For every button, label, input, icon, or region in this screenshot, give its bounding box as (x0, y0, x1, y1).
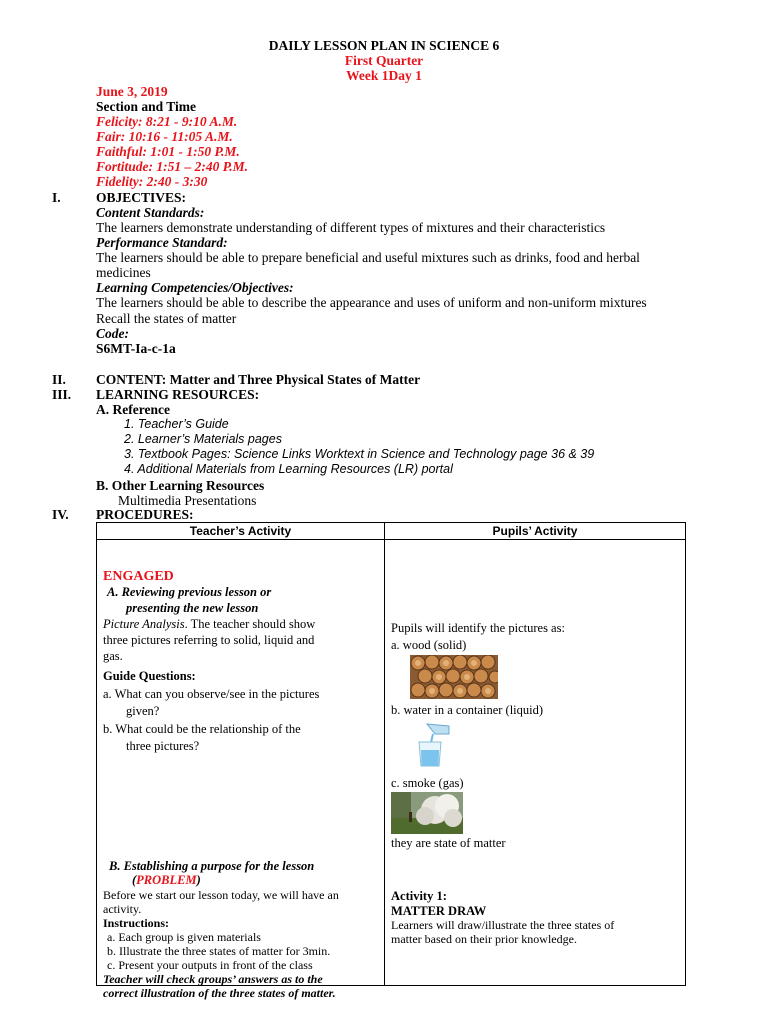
teacher-activity-header: Teacher’s Activity (97, 523, 385, 540)
check-note: correct illustration of the three states of matter. (103, 986, 336, 1000)
wood-picture (410, 655, 498, 699)
picture-analysis-rest: . The teacher should show (184, 617, 316, 631)
other-resources-text: Multimedia Presentations (118, 493, 257, 508)
section-time-label: Section and Time (96, 99, 197, 114)
reference-item: 1. Teacher’s Guide (124, 417, 229, 431)
section-schedule: Fortitude: 1:51 – 2:40 P.M. (96, 159, 249, 174)
guide-question: three pictures? (126, 739, 200, 753)
code-value: S6MT-Ia-c-1a (96, 341, 176, 356)
guide-question: given? (126, 704, 160, 718)
state-of-matter-text: they are state of matter (391, 836, 506, 850)
paren-close: ) (196, 873, 201, 887)
purpose-title: B. Establishing a purpose for the lesson (109, 859, 315, 873)
document-title: DAILY LESSON PLAN IN SCIENCE 6 (268, 38, 500, 53)
performance-standard-text: The learners should be able to prepare beneficial and useful mixtures such as drinks, food and herbal (96, 250, 640, 265)
guide-question: b. What could be the relationship of the (103, 722, 301, 736)
section-schedule: Faithful: 1:01 - 1:50 P.M. (96, 144, 240, 159)
section-numeral: IV. (52, 507, 69, 522)
picture-analysis-text: gas. (103, 649, 123, 663)
pupils-item: a. wood (solid) (391, 638, 467, 652)
reference-label: A. Reference (96, 402, 170, 417)
section-schedule: Felicity: 8:21 - 9:10 A.M. (96, 114, 238, 129)
teacher-activity-cell (97, 540, 385, 1000)
instruction-item: b. Illustrate the three states of matter for 3min. (107, 944, 331, 958)
competencies-text: Recall the states of matter (96, 311, 237, 326)
pupils-activity-cell (385, 540, 686, 986)
content-standards-label: Content Standards: (96, 205, 205, 220)
lesson-date: June 3, 2019 (96, 84, 168, 99)
matter-draw-text: matter based on their prior knowledge. (391, 932, 577, 946)
activity-label: Activity 1: (391, 889, 447, 903)
before-text: activity. (103, 902, 142, 916)
review-title: A. Reviewing previous lesson or (107, 585, 272, 599)
review-title: presenting the new lesson (126, 601, 259, 615)
section-numeral: II. (52, 372, 66, 387)
smoke-picture (391, 792, 463, 834)
week-label: Week 1Day 1 (346, 68, 422, 83)
check-note: Teacher will check groups’ answers as to the (103, 972, 323, 986)
engaged-label: ENGAGED (103, 569, 174, 584)
section-schedule: Fair: 10:16 - 11:05 A.M. (96, 129, 233, 144)
paren-open: ( (132, 873, 137, 887)
water-picture (413, 722, 453, 768)
picture-analysis-label: Picture Analysis (103, 617, 185, 631)
objectives-heading: OBJECTIVES: (96, 190, 187, 205)
procedures-heading: PROCEDURES: (96, 507, 194, 522)
matter-draw-label: MATTER DRAW (391, 904, 487, 918)
performance-standard-label: Performance Standard: (96, 235, 228, 250)
performance-standard-text: medicines (96, 265, 151, 280)
section-schedule: Fidelity: 2:40 - 3:30 (96, 174, 208, 189)
section-numeral: III. (52, 387, 72, 402)
pupils-item: c. smoke (gas) (391, 776, 464, 790)
procedures-table (96, 522, 686, 1000)
content-standards-text: The learners demonstrate understanding of different types of mixtures and their characteristics (96, 220, 606, 235)
instruction-item: a. Each group is given materials (107, 930, 261, 944)
resources-heading: LEARNING RESOURCES: (96, 387, 260, 402)
guide-question: a. What can you observe/see in the pictures (103, 687, 320, 701)
pupils-identify-text: Pupils will identify the pictures as: (391, 621, 565, 635)
competencies-text: The learners should be able to describe the appearance and uses of uniform and non-uniform mixtures (96, 295, 647, 310)
pupils-item: b. water in a container (liquid) (391, 703, 544, 717)
reference-item: 2. Learner’s Materials pages (124, 432, 282, 446)
competencies-label: Learning Competencies/Objectives: (96, 280, 294, 295)
reference-item: 4. Additional Materials from Learning Resources (LR) portal (124, 462, 453, 476)
reference-item: 3. Textbook Pages: Science Links Worktext in Science and Technology page 36 & 39 (124, 447, 595, 461)
pupils-activity-header: Pupils’ Activity (385, 523, 686, 540)
before-text: Before we start our lesson today, we will have an (103, 888, 339, 902)
instruction-item: c. Present your outputs in front of the class (107, 958, 313, 972)
matter-draw-text: Learners will draw/illustrate the three states of (391, 918, 615, 932)
other-resources-label: B. Other Learning Resources (96, 478, 265, 493)
picture-analysis-text (103, 616, 315, 633)
code-label: Code: (96, 326, 129, 341)
picture-analysis-text: three pictures referring to solid, liquid and (103, 633, 315, 647)
guide-questions-label: Guide Questions: (103, 669, 196, 683)
problem-label: PROBLEM (136, 873, 197, 887)
purpose-problem (132, 872, 201, 889)
instructions-label: Instructions: (103, 916, 170, 930)
section-numeral: I. (52, 190, 61, 205)
content-heading: CONTENT: Matter and Three Physical States of Matter (96, 372, 421, 387)
quarter-label: First Quarter (344, 53, 424, 68)
